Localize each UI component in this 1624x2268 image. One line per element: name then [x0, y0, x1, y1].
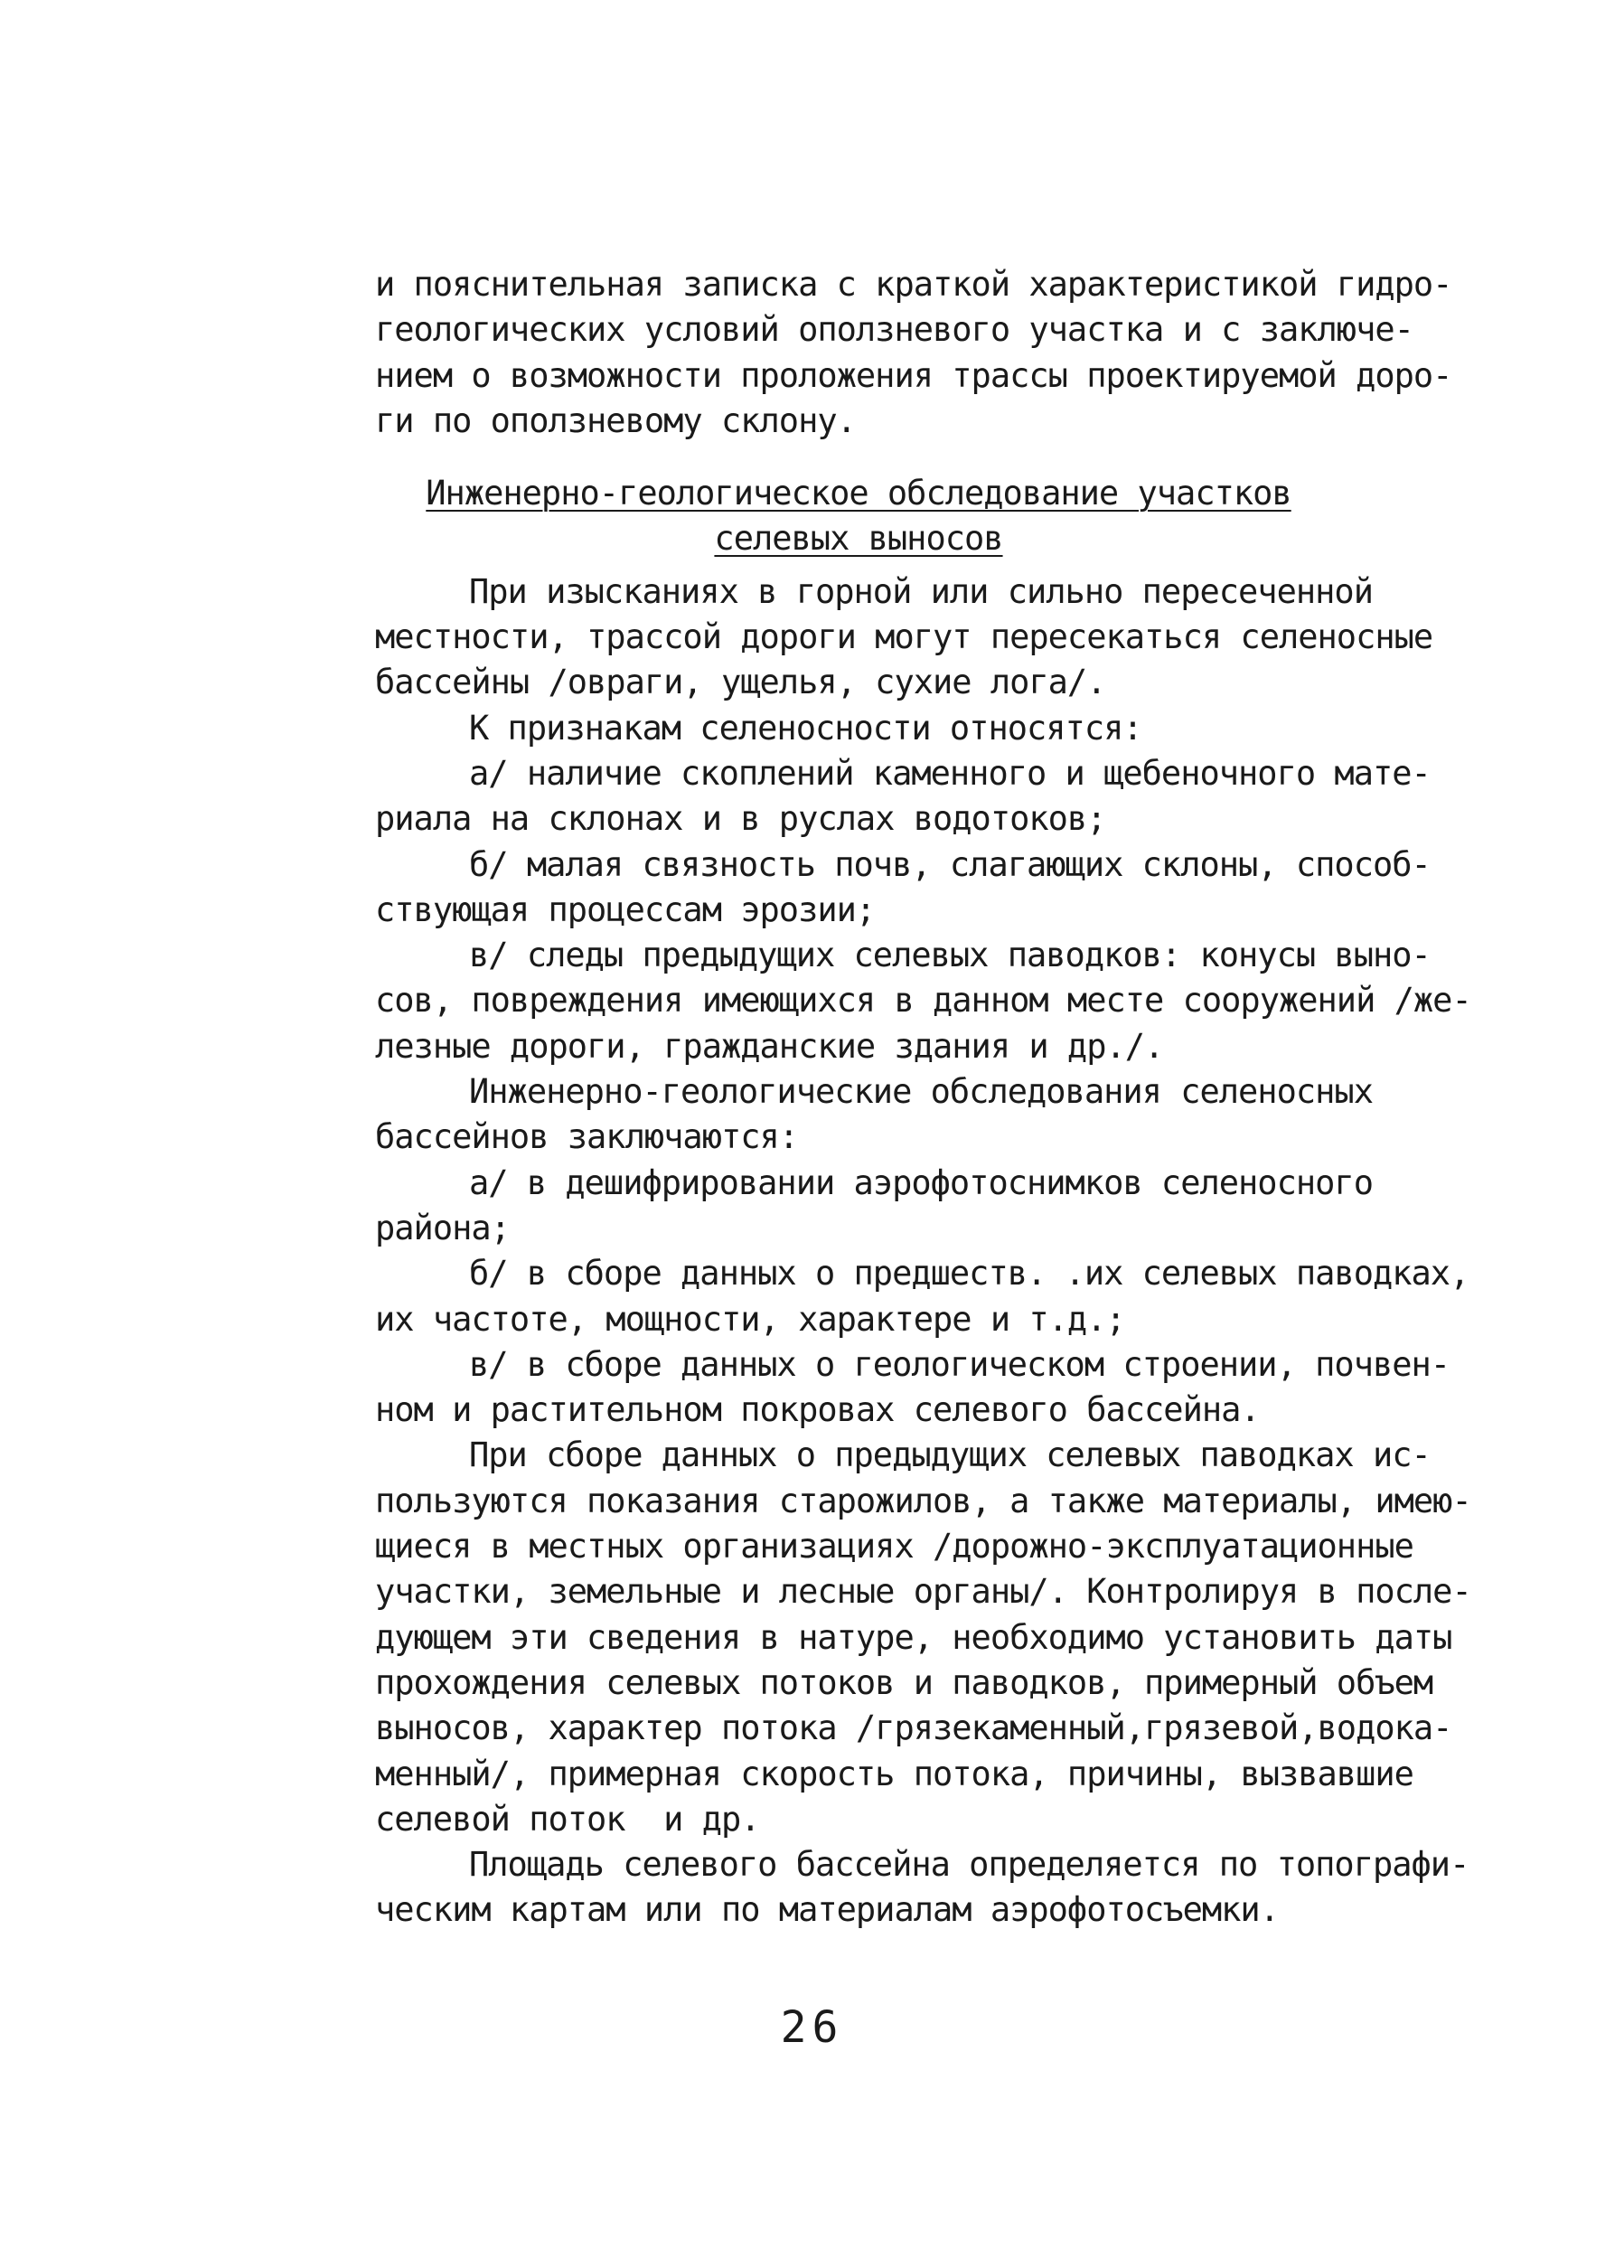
text-line: а/ наличие скоплений каменного и щебеночного мате- [469, 753, 1431, 793]
text-line: бассейны /овраги, ущелья, сухие лога/. [375, 663, 1106, 702]
heading-line: Инженерно-геологическое обследование участков [426, 474, 1291, 513]
text-line: в/ следы предыдущих селевых паводков: конусы выно- [469, 936, 1431, 975]
text-line: ствующая процессам эрозии; [375, 889, 876, 929]
text-line: сов, повреждения имеющихся в данном месте сооружений /же- [375, 981, 1471, 1021]
text-line: дующем эти сведения в натуре, необходимо установить даты [375, 1617, 1452, 1657]
text-line: пользуются показания старожилов, а также материалы, имею- [375, 1481, 1471, 1520]
text-line: района; [375, 1208, 510, 1247]
text-line: ги по оползневому склону. [375, 400, 856, 440]
text-line: менный/, примерная скорость потока, причины, вызвавшие [375, 1754, 1413, 1793]
text-line: ном и растительном покровах селевого бассейна. [375, 1390, 1260, 1430]
text-line: геологических условий оползневого участка и с заключе- [375, 310, 1413, 350]
heading-line: селевых выносов [714, 519, 1003, 559]
text-line: и пояснительная записка с краткой характеристикой гидро- [375, 265, 1452, 304]
text-line: а/ в дешифрировании аэрофотоснимков селеносного [469, 1162, 1373, 1202]
intro-paragraph [375, 262, 1469, 444]
text-line: местности, трассой дороги могут пересекаться селеносные [375, 617, 1433, 657]
text-line: селевой поток и др. [375, 1799, 760, 1839]
text-line: нием о возможности проложения трассы проектируемой доро- [375, 355, 1452, 395]
text-line: При изысканиях в горной или сильно пересеченной [469, 571, 1373, 611]
section-heading [375, 471, 1342, 562]
text-line: Площадь селевого бассейна определяется по топографи- [469, 1845, 1469, 1885]
text-line: б/ малая связность почв, слагающих склоны, способ- [469, 844, 1431, 884]
text-line: участки, земельные и лесные органы/. Контролируя в после- [375, 1572, 1471, 1612]
text-line: При сборе данных о предыдущих селевых паводках ис- [469, 1435, 1431, 1475]
text-line: б/ в сборе данных о предшеств. .их селевых паводках, [469, 1254, 1469, 1294]
text-block [375, 262, 1469, 1934]
text-line: их частоте, мощности, характере и т.д.; [375, 1299, 1125, 1339]
page-number: 26 [780, 2002, 844, 2053]
text-line: выносов, характер потока /грязекаменный,грязевой,водока- [375, 1708, 1452, 1748]
text-line: ческим картам или по материалам аэрофотосъемки. [375, 1890, 1279, 1930]
text-line: в/ в сборе данных о геологическом строении, почвен- [469, 1344, 1450, 1384]
text-line: щиеся в местных организациях /дорожно-эксплуатационные [375, 1527, 1413, 1567]
text-line: прохождения селевых потоков и паводков, примерный объем [375, 1662, 1433, 1702]
text-line: лезные дороги, гражданские здания и др./. [375, 1026, 1164, 1066]
text-line: К признакам селеносности относятся: [469, 708, 1142, 748]
text-line: риала на склонах и в руслах водотоков; [375, 799, 1106, 839]
text-line: Инженерно-геологические обследования селеносных [469, 1072, 1373, 1112]
text-line: бассейнов заключаются: [375, 1117, 799, 1157]
body-text [375, 569, 1469, 1934]
